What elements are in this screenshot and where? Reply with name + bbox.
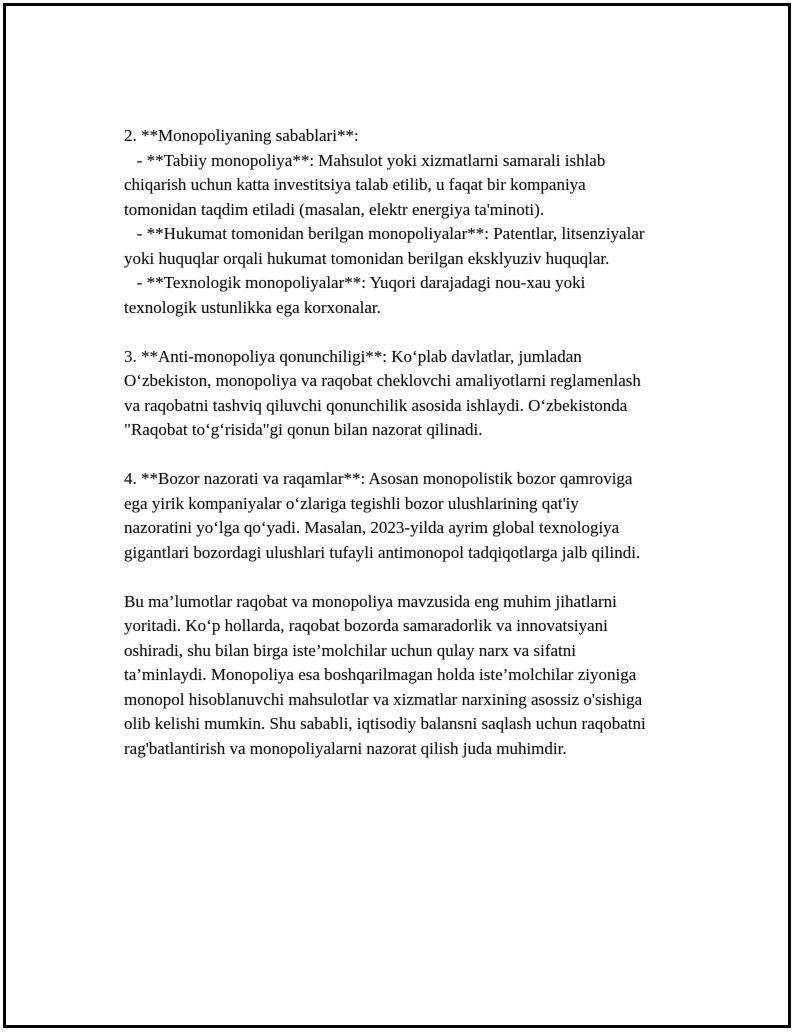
paragraph-gap [124, 565, 694, 590]
section-antimonopoly-law [124, 345, 694, 443]
text-line: olib kelishi mumkin. Shu sababli, iqtisodiy balansni saqlash uchun raqobatni [124, 714, 646, 733]
text-line: yoki huquqlar orqali hukumat tomonidan berilgan eksklyuziv huquqlar. [124, 248, 610, 268]
text-line: ega yirik kompaniyalar o‘zlariga tegishli bozor ulushlarining qat'iy [124, 493, 579, 513]
section-conclusion [124, 590, 694, 762]
text-line: 4. **Bozor nazorati va raqamlar**: Asosan monopolistik bozor qamroviga [124, 469, 633, 488]
section-market-control [124, 467, 694, 565]
text-line: O‘zbekiston, monopoliya va raqobat cheklovchi amaliyotlarni reglamenlash [124, 371, 641, 390]
text-line: tomonidan taqdim etiladi (masalan, elektr energiya ta'minoti). [124, 199, 545, 219]
document-body [124, 124, 694, 761]
paragraph-gap [124, 443, 694, 468]
paragraph-gap [124, 320, 694, 345]
text-line: monopol hisoblanuvchi mahsulotlar va xizmatlar narxining asossiz o'sishiga [124, 689, 643, 709]
text-line: 2. **Monopoliyaning sabablari**: [124, 126, 359, 145]
text-line: texnologik ustunlikka ega korxonalar. [124, 297, 381, 317]
text-line: ta’minlaydi. Monopoliya esa boshqarilmagan holda iste’molchilar ziyoniga [124, 665, 637, 684]
text-line: chiqarish uchun katta investitsiya talab etilib, u faqat bir kompaniya [124, 175, 586, 194]
section-monopoly-causes [124, 124, 694, 320]
text-line: - **Texnologik monopoliyalar**: Yuqori darajadagi nou-xau yoki [124, 273, 586, 292]
page-frame [3, 3, 791, 1028]
text-line: nazoratini yo‘lga qo‘yadi. Masalan, 2023-yilda ayrim global texnologiya [124, 518, 620, 537]
text-line: rag'batlantirish va monopoliyalarni nazorat qilish juda muhimdir. [124, 738, 567, 758]
text-line: va raqobatni tashviq qiluvchi qonunchilik asosida ishlaydi. O‘zbekistonda [124, 395, 628, 415]
text-line: - **Tabiiy monopoliya**: Mahsulot yoki xizmatlarni samarali ishlab [124, 150, 606, 170]
text-line: gigantlari bozordagi ulushlari tufayli antimonopol tadqiqotlarga jalb qilindi. [124, 542, 641, 562]
text-line: oshiradi, shu bilan birga iste’molchilar uchun qulay narx va sifatni [124, 640, 576, 660]
text-line: 3. **Anti-monopoliya qonunchiligi**: Ko‘plab davlatlar, jumladan [124, 346, 582, 366]
text-line: Bu ma’lumotlar raqobat va monopoliya mavzusida eng muhim jihatlarni [124, 591, 617, 611]
text-line: - **Hukumat tomonidan berilgan monopoliyalar**: Patentlar, litsenziyalar [124, 224, 645, 243]
text-line: "Raqobat to‘g‘risida"gi qonun bilan nazorat qilinadi. [124, 420, 483, 439]
text-line: yoritadi. Ko‘p hollarda, raqobat bozorda samaradorlik va innovatsiyani [124, 616, 608, 635]
